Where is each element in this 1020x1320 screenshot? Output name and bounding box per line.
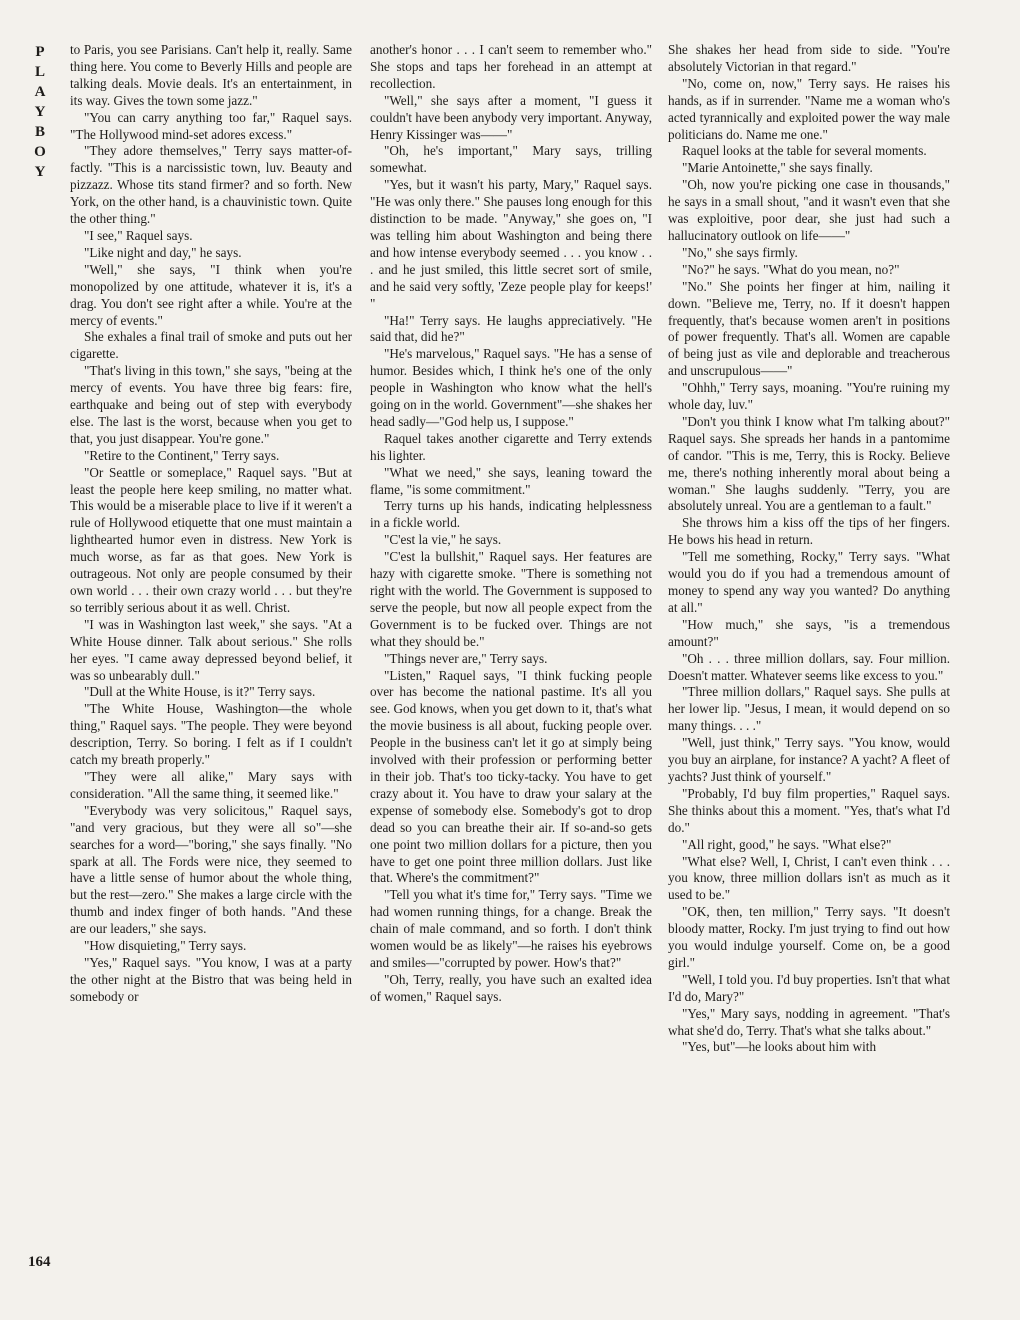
paragraph: "C'est la vie," he says. bbox=[384, 532, 502, 548]
paragraph: "How disquieting," Terry says. bbox=[84, 938, 247, 954]
paragraph: "They were all alike," Mary says with consideration. "All the same thing, it seemed like." bbox=[70, 768, 352, 801]
paragraph: "Dull at the White House, is it?" Terry says. bbox=[84, 684, 316, 700]
paragraph: "No?" he says. "What do you mean, no?" bbox=[682, 261, 900, 277]
paragraph: "Things never are," Terry says. bbox=[384, 650, 548, 666]
paragraph: She throws him a kiss off the tips of her fingers. He bows his head in return. bbox=[668, 515, 950, 548]
paragraph: "Yes," Raquel says. "You know, I was at a party the other night at the Bistro that was being held in somebody or bbox=[70, 954, 352, 1004]
paragraph: "Well, just think," Terry says. "You know, would you buy an airplane, for instance? A yacht? A fleet of yachts? Just think of yourself." bbox=[668, 735, 950, 784]
paragraph: Raquel takes another cigarette and Terry extends his lighter. bbox=[370, 430, 652, 463]
paragraph: "They adore themselves," Terry says matter-of-factly. "This is a narcissistic town, luv. Beauty and pizzazz. Whose tits stand firmer? and so forth. New York, on the other hand, is a chauvinistic town. Quite the other thing." bbox=[70, 143, 352, 227]
paragraph: Raquel looks at the table for several moments. bbox=[682, 143, 927, 159]
paragraph: "Yes, but"—he looks about him with bbox=[682, 1039, 877, 1055]
paragraph: "Or Seattle or someplace," Raquel says. "But at least the people here keep smiling, no matter what. This would be a miserable place to live if it weren't a rule of Hollywood etiquette that one must maintain a lighthearted humor even in distress. New York is much worse, as far as that goes. New York is outrageous. Not only are people consumed by their own world . . . their own crazy world . . . but they're so terribly serious about it as well. Christ. bbox=[70, 464, 352, 615]
paragraph: "No," she says firmly. bbox=[682, 244, 798, 260]
paragraph: "Listen," Raquel says, "I think fucking people over has become the national pastime. It's all you see. God knows, when you get down to it, that's what the movie business is all about, fucking people over. People in the business can't let it go at simply being involved with their profession or performing better in their job. That's too ticky-tacky. You have to get crazy about it. You have to draw your salary at the expense of somebody else. Somebody's got to drop dead so you can breathe their air. If so-and-so gets one point two million dollars for a picture, then you have to get one point three million dollars. Just like that. Where's the commitment?" bbox=[370, 667, 652, 886]
paragraph: "Oh, now you're picking one case in thousands," he says in a small shout, "and it wasn't even that she was exploitive, poor dear, she just had such a hallucinatory outlook on life——" bbox=[668, 177, 950, 243]
paragraph: "No, come on, now," Terry says. He raises his hands, as if in surrender. "Name me a woman who's acted tyrannically and exploited power the way male politicians do. Name me one." bbox=[668, 75, 950, 142]
text-column-1 bbox=[70, 42, 352, 1006]
paragraph: "Oh . . . three million dollars, say. Four million. Doesn't matter. Whatever seems like excess to you." bbox=[668, 650, 950, 683]
paragraph: to Paris, you see Parisians. Can't help it, really. Same thing here. You come to Beverly Hills and people are talking deals. Movie deals. It's an entertainment, in its way. Gives the town some jazz." bbox=[70, 42, 352, 108]
paragraph: She shakes her head from side to side. "You're absolutely Victorian in that regard." bbox=[668, 42, 950, 74]
paragraph: "Yes, but it wasn't his party, Mary," Raquel says. "He was only there." She pauses long enough for this distinction to be made. "Anyway," she goes on, "I was telling him about Washington and being there and how intense everybody seemed . . . you know . . . and he just smiled, this little secret sort of smile, and he said very softly, 'Zeze people play for keeps!' " bbox=[370, 177, 652, 311]
paragraph: "Tell you what it's time for," Terry says. "Time we had women running things, for a change. Break the chain of male command, and so forth. I don't think women would be as likely"—he raises his eyebrows and smiles—"corrupted by power. How's that?" bbox=[370, 887, 652, 970]
paragraph: "Well, I told you. I'd buy properties. Isn't that what I'd do, Mary?" bbox=[668, 971, 950, 1004]
paragraph: "Well," she says, "I think when you're monopolized by one attitude, whatever it is, it's a drag. You don't see right after a while. You're at the mercy of events." bbox=[70, 261, 352, 328]
paragraph: "Ohhh," Terry says, moaning. "You're ruining my whole day, luv." bbox=[668, 380, 950, 413]
masthead-letter: O bbox=[34, 144, 46, 160]
page-number: 164 bbox=[28, 1254, 51, 1270]
paragraph: She exhales a final trail of smoke and puts out her cigarette. bbox=[70, 329, 352, 362]
paragraph: "Don't you think I know what I'm talking about?" Raquel says. She spreads her hands in a pantomime of candor. "This is me, Terry, this is Rocky. Believe me, there's nothing inherently moral about being a woman." She laughs suddenly. "Terry, you are absolutely unreal. You are a gentleman to a fault." bbox=[668, 413, 950, 514]
masthead-letter: Y bbox=[34, 164, 46, 180]
paragraph: "I was in Washington last week," she says. "At a White House dinner. Talk about serious." She rolls her eyes. "I came away depressed beyond belief, it was so unbearably dull." bbox=[70, 616, 352, 683]
masthead-letter: L bbox=[34, 64, 45, 80]
paragraph: "Oh, Terry, really, you have such an exalted idea of women," Raquel says. bbox=[370, 971, 652, 1004]
paragraph: "That's living in this town," she says, "being at the mercy of events. You have three big fears: fire, earthquake and being out of step with everybody else. The last is the worst, because when you get to that, you just disappear. You're gone." bbox=[70, 363, 352, 446]
masthead-letter: P bbox=[35, 44, 45, 60]
paragraph: "Marie Antoinette," she says finally. bbox=[682, 160, 873, 176]
paragraph: another's honor . . . I can't seem to remember who." She stops and taps her forehead in an attempt at recollection. bbox=[370, 42, 652, 91]
paragraph: "Ha!" Terry says. He laughs appreciatively. "He said that, did he?" bbox=[370, 312, 652, 345]
paragraph: "Oh, he's important," Mary says, trilling somewhat. bbox=[370, 143, 652, 176]
paragraph: "C'est la bullshit," Raquel says. Her features are hazy with cigarette smoke. "There is something not right with the world. The Government is supposed to serve the people, but now all people expect from the Government is to be fucked over. Things are not what they should be." bbox=[370, 549, 652, 649]
paragraph: "Three million dollars," Raquel says. She pulls at her lower lip. "Jesus, I mean, it would depend on so many things. . . ." bbox=[668, 684, 950, 734]
text-column-2 bbox=[370, 42, 652, 1006]
paragraph: "No." She points her finger at him, nailing it down. "Believe me, Terry, no. If it doesn't happen frequently, that's because women aren't in positions of power frequently. That's all. Women are capable of being just as vile and deplorable and treacherous and unscrupulous——" bbox=[668, 278, 950, 379]
magazine-masthead-vertical bbox=[26, 42, 54, 182]
paragraph: "I see," Raquel says. bbox=[84, 227, 193, 243]
paragraph: "Everybody was very solicitous," Raquel says, "and very gracious, but they were all so"—she searches for a word—"boring," she says finally. "No spark at all. The Fords were nice, they seemed to have a little sense of humor about the whole thing, but the rest—zero." She makes a large circle with the thumb and index finger of both hands. "And these are our leaders," she says. bbox=[70, 802, 352, 937]
masthead-letter: B bbox=[34, 124, 45, 140]
paragraph: "Like night and day," he says. bbox=[84, 244, 242, 260]
paragraph: "You can carry anything too far," Raquel says. "The Hollywood mind-set adores excess." bbox=[70, 109, 352, 142]
paragraph: "OK, then, ten million," Terry says. "It doesn't bloody matter, Rocky. I'm just trying to find out how you would indulge yourself. Come on, be a good girl." bbox=[668, 904, 950, 970]
paragraph: "What else? Well, I, Christ, I can't even think . . . you know, three million dollars isn't as much as it used to be." bbox=[668, 853, 950, 903]
text-column-3 bbox=[668, 42, 950, 1056]
paragraph: Terry turns up his hands, indicating helplessness in a fickle world. bbox=[370, 498, 652, 531]
paragraph: "Well," she says after a moment, "I guess it couldn't have been anybody very important. Anyway, Henry Kissinger was——" bbox=[370, 92, 652, 142]
masthead-letter: A bbox=[34, 84, 46, 100]
masthead-letter: Y bbox=[34, 104, 46, 120]
paragraph: "What we need," she says, leaning toward the flame, "is some commitment." bbox=[370, 464, 652, 497]
paragraph: "Yes," Mary says, nodding in agreement. "That's what she'd do, Terry. That's what she talks about." bbox=[668, 1005, 950, 1038]
paragraph: "The White House, Washington—the whole thing," Raquel says. "The people. They were beyond description, Terry. So boring. I felt as if I couldn't catch my breath properly." bbox=[70, 701, 352, 768]
paragraph: "All right, good," he says. "What else?" bbox=[682, 836, 892, 852]
paragraph: "Tell me something, Rocky," Terry says. "What would you do if you had a tremendous amount of money to spend any way you wanted? Do anything at all." bbox=[668, 549, 950, 615]
paragraph: "Retire to the Continent," Terry says. bbox=[84, 447, 280, 463]
paragraph: "Probably, I'd buy film properties," Raquel says. She thinks about this a moment. "Yes, that's what I'd do." bbox=[668, 785, 950, 835]
paragraph: "He's marvelous," Raquel says. "He has a sense of humor. Besides which, I think he's one of the only people in Washington who know what the hell's going on in the world. Government"—she shakes her head sadly—"God help us, I suppose." bbox=[370, 346, 652, 429]
paragraph: "How much," she says, "is a tremendous amount?" bbox=[668, 616, 950, 649]
